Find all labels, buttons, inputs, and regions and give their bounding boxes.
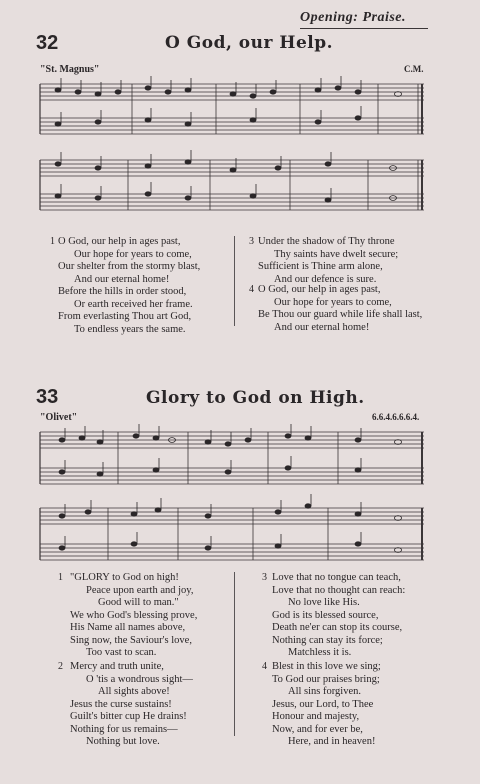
hymn-32-music-score (38, 76, 426, 218)
hymn-32-verse-1-number: 1 (50, 236, 55, 247)
verse-line: O God, our help in ages past, (258, 284, 381, 295)
verse-line: Under the shadow of Thy throne (258, 236, 395, 247)
verse-line: Nothing for us remains— (70, 723, 178, 735)
verse-line: And our eternal home! (274, 321, 370, 333)
verse-line: All sights above! (98, 686, 170, 697)
verse-line: From everlasting Thou art God, (58, 311, 192, 322)
verse-line: Jesus the curse sustains! (70, 698, 172, 710)
verse-line: Guilt's bitter cup He drains! (70, 711, 187, 722)
hymn-33-verse-4-number: 4 (262, 661, 267, 672)
verse-line: Our hope for years to come, (74, 248, 192, 260)
verse-line: Peace upon earth and joy, (86, 584, 194, 596)
hymn-32-tune: "St. Magnus" (40, 64, 100, 75)
verse-line: Honour and majesty, (272, 711, 360, 722)
verse-line: To God our praises bring; (272, 673, 380, 685)
verse-line: We who God's blessing prove, (70, 609, 198, 621)
verse-line: Or earth received her frame. (74, 298, 193, 310)
verse-line: No love like His. (288, 597, 360, 608)
hymn-32-title: O God, our Help. (165, 33, 334, 53)
verse-line: God is its blessed source, (272, 609, 379, 621)
verse-line: To endless years the same. (74, 323, 186, 335)
hymn-32-verse-2 (58, 286, 193, 336)
hymn-33-system-1 (40, 432, 424, 484)
verse-line: Too vast to scan. (86, 647, 157, 658)
verse-line: Good will to man." (98, 597, 179, 608)
running-head: Opening: Praise. (300, 10, 406, 25)
verse-line: Sing now, the Saviour's love, (70, 634, 192, 646)
verse-line: Before the hills in order stood, (58, 286, 187, 297)
hymn-32-verse-4 (258, 284, 422, 334)
hymn-33-music-score (38, 424, 426, 566)
hymn-33-verse-1-number: 1 (58, 572, 63, 583)
hymn-33-notes (59, 424, 402, 552)
verse-line: Love that no thought can reach: (272, 584, 406, 596)
verse-line: Our shelter from the stormy blast, (58, 261, 201, 272)
verse-line: His Name all names above, (70, 622, 186, 633)
hymn-33-verse-2 (70, 661, 193, 749)
hymn-33-title: Glory to God on High. (146, 388, 365, 408)
verse-line: O God, our help in ages past, (58, 236, 181, 247)
verse-line: Nothing can stay its force; (272, 634, 383, 646)
hymn-32-verse-3-number: 3 (249, 236, 254, 247)
hymn-33-verse-3 (272, 572, 405, 660)
verse-line: O 'tis a wondrous sight— (86, 673, 193, 685)
verse-line: "GLORY to God on high! (70, 572, 179, 583)
hymn-33-number: 33 (36, 386, 59, 408)
verse-line: And our eternal home! (74, 273, 170, 285)
hymn-33-verse-1 (70, 572, 197, 660)
hymn-33-column-divider (234, 572, 235, 736)
hymn-33-verse-2-number: 2 (58, 661, 63, 672)
hymn-32-meter: C.M. (404, 64, 424, 74)
verse-line: Mercy and truth unite, (70, 661, 164, 672)
verse-line: Jesus, our Lord, to Thee (272, 698, 374, 710)
hymn-33-verse-4 (272, 661, 381, 749)
hymn-32-column-divider (234, 236, 235, 326)
running-head-rule (300, 28, 428, 29)
hymn-32-number: 32 (36, 32, 59, 54)
hymn-33-system-2 (40, 508, 424, 560)
hymn-33-tune: "Olivet" (40, 412, 78, 423)
hymn-33-verse-3-number: 3 (262, 572, 267, 583)
verse-line: Sufficient is Thine arm alone, (258, 261, 383, 272)
verse-line: Here, and in heaven! (288, 736, 376, 747)
hymn-32-verse-1 (58, 236, 200, 286)
verse-line: Blest in this love we sing; (272, 661, 381, 672)
verse-line: And our defence is sure. (274, 273, 377, 285)
hymn-33-meter: 6.6.4.6.6.6.4. (372, 412, 420, 422)
verse-line: Matchless it is. (288, 647, 352, 658)
verse-line: Nothing but love. (86, 736, 160, 747)
verse-line: Love that no tongue can teach, (272, 572, 401, 583)
verse-line: All sins forgiven. (288, 686, 362, 697)
verse-line: Death ne'er can stop its course, (272, 622, 403, 633)
hymn-32-verse-4-number: 4 (249, 284, 254, 295)
verse-line: Now, and for ever be, (272, 723, 363, 735)
hymn-32-notes (55, 76, 402, 202)
hymn-32-verse-3 (258, 236, 398, 286)
verse-line: Thy saints have dwelt secure; (274, 248, 399, 260)
verse-line: Our hope for years to come, (274, 296, 392, 308)
verse-line: Be Thou our guard while life shall last, (258, 309, 423, 320)
